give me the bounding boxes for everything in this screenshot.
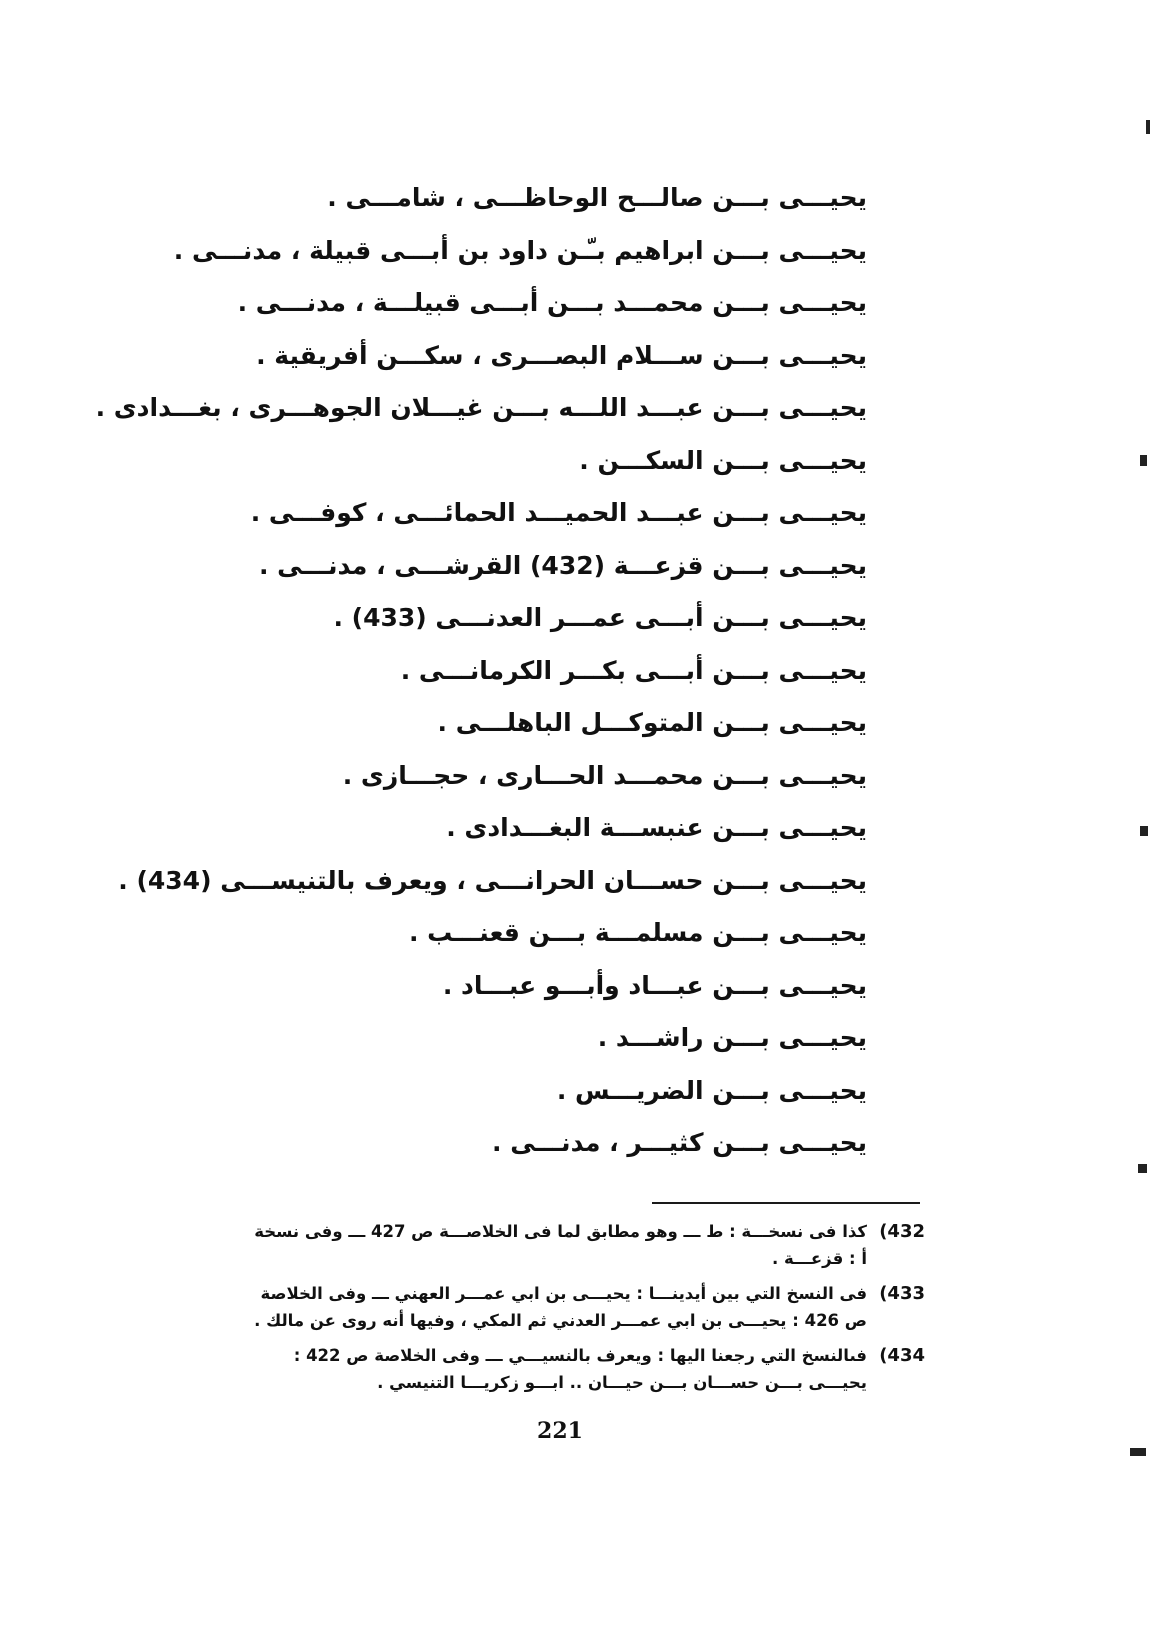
footnote-number: 433) — [879, 1283, 925, 1304]
scan-speck — [1140, 455, 1147, 466]
narrator-entry: يحيـــى بـــن أبـــى عمـــر العدنـــى (433) . — [333, 603, 867, 632]
narrator-list — [95, 172, 867, 1170]
footnote-line: فىالنسخ التي رجعنا اليها : ويعرف بالنسيـــي ـــ وفى الخلاصة ص 422 : — [293, 1346, 867, 1365]
footnote-line: أ : قزعـــة . — [771, 1249, 867, 1268]
narrator-entry: يحيـــى بـــن كثيـــر ، مدنـــى . — [492, 1128, 867, 1157]
scan-speck — [1146, 120, 1150, 134]
footnote-432 — [185, 1218, 925, 1272]
narrator-entry: يحيـــى بـــن صالـــح الوحاظـــى ، شامـــى . — [327, 183, 867, 212]
footnotes — [185, 1218, 925, 1404]
narrator-entry: يحيـــى بـــن عنبســـة البغـــدادى . — [446, 813, 867, 842]
narrator-entry: يحيـــى بـــن المتوكـــل الباهلـــى . — [437, 708, 867, 737]
scan-speck — [1130, 1448, 1146, 1456]
narrator-entry: يحيـــى بـــن محمـــد الحـــارى ، حجـــازى . — [342, 760, 867, 790]
narrator-entry: يحيـــى بـــن ابراهيم بـّـن داود بن أبـــى قبيلة ، مدنـــى . — [173, 235, 867, 265]
narrator-entry: يحيـــى بـــن الضريـــس . — [556, 1075, 867, 1105]
footnote-text — [185, 1280, 867, 1334]
footnote-line: فى النسخ التي بين أيدينـــا : يحيـــى بن ابي عمـــر العهني ـــ وفى الخلاصة — [260, 1284, 867, 1303]
footnote-separator — [652, 1202, 920, 1204]
footnote-433 — [185, 1280, 925, 1334]
narrator-entry: يحيـــى بـــن عبـــد اللـــه بـــن غيـــلان الجوهـــرى ، بغـــدادى . — [95, 393, 867, 422]
footnote-line: يحيـــى بـــن حســـان بـــن حيـــان .. ابـــو زكريـــا التنيسي . — [377, 1373, 867, 1392]
narrator-entry: يحيـــى بـــن السكـــن . — [579, 445, 867, 475]
scan-speck — [1140, 826, 1148, 836]
narrator-entry: يحيـــى بـــن مسلمـــة بـــن قعنـــب . — [408, 918, 867, 947]
footnote-line: كذا فى نسخـــة : ط ـــ وهو مطابق لما فى الخلاصـــة ص 427 ـــ وفى نسخة — [254, 1222, 867, 1241]
footnote-number: 434) — [879, 1345, 925, 1366]
footnote-line: ص 426 : يحيـــى بن ابي عمـــر العدني ثم المكي ، وفيها أنه روى عن مالك . — [254, 1311, 867, 1330]
footnote-text — [185, 1342, 867, 1396]
footnote-text — [185, 1218, 867, 1272]
narrator-entry: يحيـــى بـــن راشـــد . — [597, 1023, 867, 1052]
page-number: 221 — [537, 1418, 583, 1444]
narrator-entry: يحيـــى بـــن عبـــد الحميـــد الحمائـــى ، كوفـــى . — [250, 498, 867, 527]
footnote-number: 432) — [879, 1221, 925, 1242]
footnote-434 — [185, 1342, 925, 1396]
narrator-entry: يحيـــى بـــن أبـــى بكـــر الكرمانـــى . — [400, 655, 867, 685]
narrator-entry: يحيـــى بـــن قزعـــة (432) القرشـــى ، مدنـــى . — [258, 550, 867, 580]
narrator-entry: يحيـــى بـــن ســـلام البصـــرى ، سكـــن أفريقية . — [256, 340, 867, 370]
scan-speck — [1138, 1164, 1147, 1173]
narrator-entry: يحيـــى بـــن حســـان الحرانـــى ، ويعرف بالتنيســـى (434) . — [118, 865, 867, 895]
narrator-entry: يحيـــى بـــن عبـــاد وأبـــو عبـــاد . — [442, 970, 867, 1000]
narrator-entry: يحيـــى بـــن محمـــد بـــن أبـــى قبيلـــة ، مدنـــى . — [237, 288, 867, 317]
